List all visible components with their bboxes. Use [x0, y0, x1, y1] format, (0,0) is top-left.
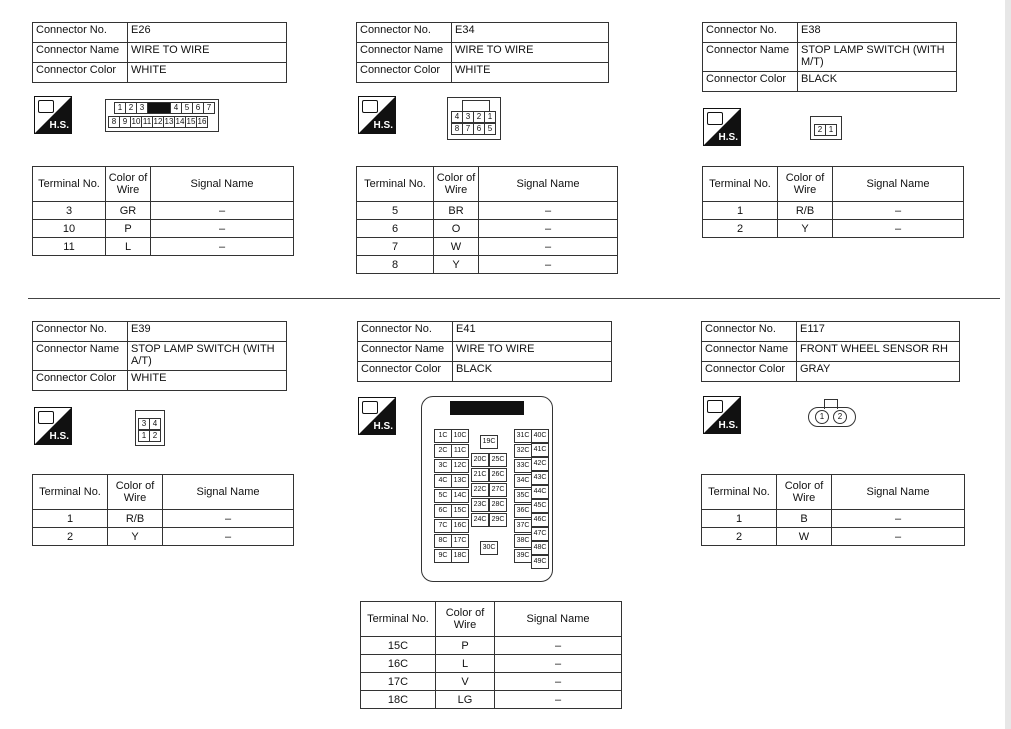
- wire-color-cell: B: [777, 510, 832, 528]
- label-connector-color: Connector Color: [702, 362, 797, 382]
- signal-cell: –: [495, 673, 622, 691]
- connector-e41: [357, 321, 612, 382]
- pin: 13C: [451, 474, 469, 488]
- pin: 7: [462, 123, 474, 135]
- pin: 1: [815, 410, 829, 424]
- signal-cell: –: [163, 510, 294, 528]
- pin: 39C: [514, 549, 532, 563]
- terminal-table-e26: [32, 166, 294, 256]
- hs-label: H.S.: [49, 120, 69, 131]
- table-row: [703, 220, 964, 238]
- connector-info-table: [32, 321, 287, 391]
- wire-color-cell: Y: [778, 220, 833, 238]
- label-connector-no: Connector No.: [702, 322, 797, 342]
- connector-info-table: [701, 321, 960, 382]
- connector-info-table: [356, 22, 609, 83]
- connector-e39: [32, 321, 287, 391]
- pin: 1: [484, 111, 496, 123]
- connector-name-value: STOP LAMP SWITCH (WITH A/T): [128, 342, 287, 371]
- label-connector-name: Connector Name: [357, 43, 452, 63]
- signal-cell: –: [495, 655, 622, 673]
- header-color-of-wire: Color of Wire: [108, 475, 163, 510]
- pin: 4: [149, 418, 161, 430]
- terminal-cell: 1: [702, 510, 777, 528]
- header-signal-name: Signal Name: [479, 167, 618, 202]
- table-row: [33, 202, 294, 220]
- terminal-cell: 8: [357, 256, 434, 274]
- connector-color-value: WHITE: [452, 63, 609, 83]
- pin: 41C: [531, 443, 549, 457]
- pin: 5C: [434, 489, 452, 503]
- terminal-cell: 2: [702, 528, 777, 546]
- wire-color-cell: P: [106, 220, 151, 238]
- pin: 1: [138, 430, 150, 442]
- table-row: [357, 202, 618, 220]
- pin: 20C: [471, 453, 489, 467]
- connector-face-e38: [810, 116, 842, 140]
- pin-row-top: [452, 112, 496, 123]
- connector-color-value: WHITE: [128, 371, 287, 391]
- header-terminal-no: Terminal No.: [703, 167, 778, 202]
- pin: 15C: [451, 504, 469, 518]
- header-terminal-no: Terminal No.: [357, 167, 434, 202]
- connector-face-e34: [447, 97, 501, 140]
- signal-cell: –: [495, 691, 622, 709]
- signal-cell: –: [833, 202, 964, 220]
- pin-row-bottom: [452, 124, 496, 135]
- connector-color-value: BLACK: [798, 72, 957, 92]
- hs-icon: [703, 108, 741, 146]
- pin: 28C: [489, 498, 507, 512]
- pin: 14C: [451, 489, 469, 503]
- pin: 2: [125, 102, 137, 114]
- pin: 45C: [531, 499, 549, 513]
- pin: 34C: [514, 474, 532, 488]
- pin: 46C: [531, 513, 549, 527]
- connector-no-value: E39: [128, 322, 287, 342]
- connector-info-table: [702, 22, 957, 92]
- pin: 49C: [531, 555, 549, 569]
- header-terminal-no: Terminal No.: [33, 475, 108, 510]
- pin: 6: [473, 123, 485, 135]
- connector-face-e41: [421, 396, 553, 582]
- pin: 8C: [434, 534, 452, 548]
- terminal-cell: 18C: [361, 691, 436, 709]
- wire-color-cell: P: [436, 637, 495, 655]
- label-connector-name: Connector Name: [33, 43, 128, 63]
- connector-color-value: GRAY: [797, 362, 960, 382]
- label-connector-no: Connector No.: [33, 23, 128, 43]
- terminal-table-e117: [701, 474, 965, 546]
- terminal-cell: 1: [33, 510, 108, 528]
- connector-key: [450, 401, 524, 415]
- pin: 16: [197, 117, 207, 126]
- table-row: [33, 220, 294, 238]
- pin: 40C: [531, 429, 549, 443]
- pin: 9: [119, 116, 131, 128]
- wire-color-cell: BR: [434, 202, 479, 220]
- connector-name-value: STOP LAMP SWITCH (WITH M/T): [798, 43, 957, 72]
- pin: 47C: [531, 527, 549, 541]
- hs-icon: [703, 396, 741, 434]
- label-connector-name: Connector Name: [33, 342, 128, 371]
- terminal-cell: 7: [357, 238, 434, 256]
- pin: 8: [108, 116, 120, 128]
- terminal-cell: 3: [33, 202, 106, 220]
- header-color-of-wire: Color of Wire: [778, 167, 833, 202]
- page-edge: [1005, 0, 1011, 729]
- connector-no-value: E34: [452, 23, 609, 43]
- label-connector-color: Connector Color: [357, 63, 452, 83]
- pin: 48C: [531, 541, 549, 555]
- connector-face-e117: [806, 399, 856, 427]
- terminal-table-e38: [702, 166, 964, 238]
- pin: 27C: [489, 483, 507, 497]
- pin: 3: [462, 111, 474, 123]
- table-row: [702, 510, 965, 528]
- pin: 24C: [471, 513, 489, 527]
- table-row: [357, 256, 618, 274]
- pin: 36C: [514, 504, 532, 518]
- table-row: [361, 655, 622, 673]
- connector-face-e26: [105, 99, 219, 132]
- terminal-table-e39: [32, 474, 294, 546]
- pin: 16C: [451, 519, 469, 533]
- header-signal-name: Signal Name: [151, 167, 294, 202]
- section-divider: [28, 298, 1000, 299]
- signal-cell: –: [833, 220, 964, 238]
- pin: 37C: [514, 519, 532, 533]
- pin: 1C: [434, 429, 452, 443]
- pin: 8: [451, 123, 463, 135]
- pin: 14: [175, 117, 185, 126]
- terminal-cell: 5: [357, 202, 434, 220]
- pin: 35C: [514, 489, 532, 503]
- signal-cell: –: [163, 528, 294, 546]
- connector-name-value: WIRE TO WIRE: [128, 43, 287, 63]
- terminal-cell: 2: [703, 220, 778, 238]
- connector-latch: [462, 100, 490, 111]
- pin: 9C: [434, 549, 452, 563]
- terminal-cell: 1: [703, 202, 778, 220]
- wire-color-cell: O: [434, 220, 479, 238]
- wire-color-cell: GR: [106, 202, 151, 220]
- header-terminal-no: Terminal No.: [361, 602, 436, 637]
- hs-label: H.S.: [49, 431, 69, 442]
- pin: 12: [153, 117, 163, 126]
- signal-cell: –: [479, 220, 618, 238]
- wire-color-cell: Y: [108, 528, 163, 546]
- signal-cell: –: [479, 238, 618, 256]
- pin: 42C: [531, 457, 549, 471]
- pin: 1: [825, 124, 837, 136]
- pin-row-top: [815, 125, 837, 136]
- connector-no-value: E117: [797, 322, 960, 342]
- table-row: [357, 220, 618, 238]
- label-connector-no: Connector No.: [357, 23, 452, 43]
- connector-face-e39: [135, 410, 165, 446]
- terminal-table-e41: [360, 601, 622, 709]
- pin: 29C: [489, 513, 507, 527]
- table-row: [33, 510, 294, 528]
- connector-no-value: E41: [453, 322, 612, 342]
- pin: 7C: [434, 519, 452, 533]
- table-row: [33, 528, 294, 546]
- signal-cell: –: [832, 528, 965, 546]
- label-connector-name: Connector Name: [358, 342, 453, 362]
- label-connector-no: Connector No.: [358, 322, 453, 342]
- signal-cell: –: [151, 238, 294, 256]
- terminal-cell: 11: [33, 238, 106, 256]
- table-row: [361, 673, 622, 691]
- wire-color-cell: R/B: [108, 510, 163, 528]
- header-terminal-no: Terminal No.: [33, 167, 106, 202]
- hs-label: H.S.: [373, 120, 393, 131]
- connector-no-value: E38: [798, 23, 957, 43]
- connector-color-value: BLACK: [453, 362, 612, 382]
- pin: 2: [473, 111, 485, 123]
- table-row: [361, 691, 622, 709]
- pin: 3C: [434, 459, 452, 473]
- pin: 10C: [451, 429, 469, 443]
- terminal-table-e34: [356, 166, 618, 274]
- wire-color-cell: W: [434, 238, 479, 256]
- hs-label: H.S.: [373, 421, 393, 432]
- pin: 44C: [531, 485, 549, 499]
- pin: 30C: [480, 541, 498, 555]
- table-row: [361, 637, 622, 655]
- pin: 4: [451, 111, 463, 123]
- pin: 6: [192, 102, 204, 114]
- connector-latch: [824, 399, 838, 409]
- pin: 15: [186, 117, 196, 126]
- hs-icon: [358, 96, 396, 134]
- pin: 25C: [489, 453, 507, 467]
- header-color-of-wire: Color of Wire: [777, 475, 832, 510]
- pin: 2: [814, 124, 826, 136]
- pin: 10: [131, 117, 141, 126]
- pin: 2C: [434, 444, 452, 458]
- connector-e26: [32, 22, 287, 83]
- table-row: [357, 238, 618, 256]
- table-row: [703, 202, 964, 220]
- header-color-of-wire: Color of Wire: [106, 167, 151, 202]
- pin: 18C: [451, 549, 469, 563]
- pin: 4: [170, 102, 182, 114]
- label-connector-color: Connector Color: [358, 362, 453, 382]
- connector-info-table: [357, 321, 612, 382]
- pin: 11C: [451, 444, 469, 458]
- pin: 5: [484, 123, 496, 135]
- table-row: [33, 238, 294, 256]
- label-connector-no: Connector No.: [33, 322, 128, 342]
- pin: 31C: [514, 429, 532, 443]
- pin: 2: [149, 430, 161, 442]
- signal-cell: –: [479, 202, 618, 220]
- pin: 5: [181, 102, 193, 114]
- wire-color-cell: LG: [436, 691, 495, 709]
- hs-icon: [358, 397, 396, 435]
- header-signal-name: Signal Name: [833, 167, 964, 202]
- hs-label: H.S.: [718, 420, 738, 431]
- wire-color-cell: L: [436, 655, 495, 673]
- pin: 1: [114, 102, 126, 114]
- signal-cell: –: [495, 637, 622, 655]
- header-signal-name: Signal Name: [163, 475, 294, 510]
- signal-cell: –: [832, 510, 965, 528]
- terminal-cell: 2: [33, 528, 108, 546]
- label-connector-color: Connector Color: [33, 63, 128, 83]
- connector-name-value: WIRE TO WIRE: [453, 342, 612, 362]
- pin: 23C: [471, 498, 489, 512]
- pin: 7: [203, 102, 215, 114]
- pin: 38C: [514, 534, 532, 548]
- pin-row-top: [139, 419, 161, 430]
- pin: 2: [833, 410, 847, 424]
- signal-cell: –: [151, 202, 294, 220]
- wire-color-cell: L: [106, 238, 151, 256]
- label-connector-name: Connector Name: [703, 43, 798, 72]
- connector-no-value: E26: [128, 23, 287, 43]
- wire-color-cell: W: [777, 528, 832, 546]
- signal-cell: –: [479, 256, 618, 274]
- pin: 32C: [514, 444, 532, 458]
- connector-e117: [701, 321, 960, 382]
- wire-color-cell: V: [436, 673, 495, 691]
- header-signal-name: Signal Name: [495, 602, 622, 637]
- pin: 43C: [531, 471, 549, 485]
- hs-icon: [34, 96, 72, 134]
- pin-row-bottom: [109, 117, 215, 128]
- terminal-cell: 16C: [361, 655, 436, 673]
- signal-cell: –: [151, 220, 294, 238]
- pin: 13: [164, 117, 174, 126]
- pin: 26C: [489, 468, 507, 482]
- pin: 4C: [434, 474, 452, 488]
- pin: 19C: [480, 435, 498, 449]
- pin: 3: [136, 102, 148, 114]
- connector-e34: [356, 22, 609, 83]
- pin: 17C: [451, 534, 469, 548]
- table-row: [702, 528, 965, 546]
- pin: 22C: [471, 483, 489, 497]
- pin: 21C: [471, 468, 489, 482]
- pin-blank: [147, 102, 171, 114]
- connector-e38: [702, 22, 957, 92]
- pin: 11: [142, 117, 152, 126]
- hs-label: H.S.: [718, 132, 738, 143]
- connector-name-value: FRONT WHEEL SENSOR RH: [797, 342, 960, 362]
- pin: 12C: [451, 459, 469, 473]
- pin: 6C: [434, 504, 452, 518]
- pin-row-bottom: [139, 431, 161, 442]
- label-connector-no: Connector No.: [703, 23, 798, 43]
- connector-color-value: WHITE: [128, 63, 287, 83]
- pin: 3: [138, 418, 150, 430]
- terminal-cell: 6: [357, 220, 434, 238]
- hs-icon: [34, 407, 72, 445]
- wire-color-cell: R/B: [778, 202, 833, 220]
- connector-info-table: [32, 22, 287, 83]
- pin-row-top: [115, 103, 215, 114]
- header-terminal-no: Terminal No.: [702, 475, 777, 510]
- connector-name-value: WIRE TO WIRE: [452, 43, 609, 63]
- label-connector-name: Connector Name: [702, 342, 797, 362]
- header-color-of-wire: Color of Wire: [434, 167, 479, 202]
- header-signal-name: Signal Name: [832, 475, 965, 510]
- terminal-cell: 15C: [361, 637, 436, 655]
- header-color-of-wire: Color of Wire: [436, 602, 495, 637]
- wire-color-cell: Y: [434, 256, 479, 274]
- terminal-cell: 17C: [361, 673, 436, 691]
- label-connector-color: Connector Color: [33, 371, 128, 391]
- label-connector-color: Connector Color: [703, 72, 798, 92]
- pin: 33C: [514, 459, 532, 473]
- terminal-cell: 10: [33, 220, 106, 238]
